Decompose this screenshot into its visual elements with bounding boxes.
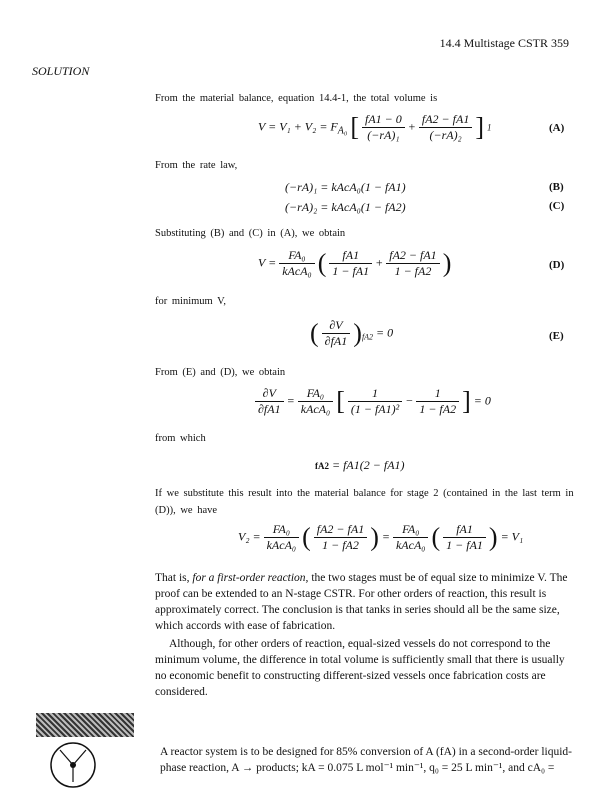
paragraph-5: From (E) and (D), we obtain (155, 367, 286, 378)
equation-G (315, 458, 405, 473)
equation-A-term2: $\frac{fA2 - fA1}{\text{(−rA)₂}}$ (419, 112, 472, 143)
equation-F-lhs: $\frac{\partial V}{\partial fA1}$ (255, 386, 284, 417)
equation-A-plus: + (407, 119, 416, 134)
equation-F-term1: $\frac{1}{\text{(1 − fA1)²}}$ (348, 386, 402, 417)
equation-A-term1: $\frac{fA1 - 0}{\text{(−rA)₁}}$ (362, 112, 405, 143)
equation-D-lhs: V = (258, 255, 277, 270)
equation-H-term: $\frac{fA2 - fA1}{1 - fA2}$ (314, 522, 367, 553)
equation-H-rhs: = V₁ (500, 529, 524, 544)
equation-A-lhs-sub: A₀ (337, 125, 348, 137)
equation-F-coef: $\frac{\text{FA₀}}{\text{kAcA₀}}$ (298, 386, 333, 417)
equation-C-label: (C) (549, 200, 565, 212)
paragraph-1: From the material balance, equation 14.4-1, the total volume is (155, 93, 438, 104)
equation-H-lhs: V₂ = (238, 529, 261, 544)
paren-close: ) (353, 318, 362, 348)
equation-G-lhs: fA2 (315, 461, 329, 471)
paragraph-8-emphasis: for a first-order reaction, (192, 572, 309, 584)
equation-B: (−rA)₁ = kAcA₀(1 − fA1) (285, 180, 406, 194)
equation-E-rhs: = 0 (376, 325, 394, 340)
equation-F-eq: = (286, 393, 295, 408)
equation-B-label: (B) (549, 181, 564, 193)
equation-E (310, 318, 393, 349)
bracket-close: ] (475, 112, 484, 142)
paragraph-10: A reactor system is to be designed for 85% conversion of A (fA) in a second-order liquid-phase reaction, A → products; kA = 0.075 L mol⁻¹ min⁻¹, q₀ = 25 L min⁻¹, and cA₀ = (160, 746, 572, 774)
paragraph-3: Substituting (B) and (C) in (A), we obtain (155, 228, 346, 239)
equation-D-label: (D) (549, 259, 565, 271)
equation-D-coef: $\frac{\text{FA₀}}{\text{kAcA₀}}$ (279, 248, 314, 279)
paren-close: ) (488, 522, 498, 552)
paren-close: ) (370, 522, 379, 552)
paren-open: ( (310, 318, 319, 348)
equation-H-eq: = (381, 529, 390, 544)
equation-G-rhs: = fA1(2 − fA1) (332, 458, 405, 472)
paren-open: ( (302, 522, 311, 552)
equation-D-term2: $\frac{fA2 - fA1}{1 - fA2}$ (386, 248, 439, 279)
bracket-close: ] (462, 386, 471, 416)
paragraph-8-rest: the two stages must be of equal size to minimize V. The proof can be extended to an N-stage CSTR. For other orders of reaction, this result is approximately correct. The conclusion is that tanks in series should all be the same size, which accords with ease of fabrication. (155, 572, 568, 632)
equation-H-coef: $\frac{\text{FA₀}}{\text{kAcA₀}}$ (264, 522, 299, 553)
equation-F (255, 386, 491, 417)
equation-E-sub: fA2 (361, 332, 374, 342)
solution-label: SOLUTION (32, 64, 90, 78)
equation-D-plus: + (375, 255, 384, 270)
equation-C: (−rA)₂ = kAcA₀(1 − fA2) (285, 200, 406, 214)
running-header: 14.4 Multistage CSTR 359 (439, 36, 569, 50)
equation-H-coef2: $\frac{\text{FA₀}}{\text{kAcA₀}}$ (393, 522, 428, 553)
paragraph-4: for minimum V, (155, 296, 226, 307)
equation-F-minus: − (405, 393, 414, 408)
paragraph-9: Although, for other orders of reaction, equal-sized vessels do not correspond to the minimum volume, the difference in total volume is sufficiently small that there is usually no economic benefit to constructing different-sized vessels once fabrication costs are considered. (155, 638, 565, 698)
equation-E-label: (E) (549, 330, 564, 342)
equation-A (258, 112, 492, 143)
paren-close: ) (442, 248, 452, 278)
equation-E-frac: $\frac{\partial V}{\partial fA1}$ (322, 318, 351, 349)
paren-open: ( (431, 522, 441, 552)
equation-D-term1: $\frac{fA1}{1 - fA1}$ (329, 248, 372, 279)
bracket-open: [ (350, 112, 360, 142)
reactor-icon (48, 740, 98, 790)
paren-open: ( (317, 248, 327, 278)
bracket-open: [ (336, 386, 345, 416)
paragraph-6: from which (155, 433, 206, 444)
equation-F-rhs: = 0 (473, 393, 491, 408)
paragraph-8 (155, 570, 575, 634)
equation-A-lhs: V = V₁ + V₂ = F (258, 119, 338, 134)
paragraph-2: From the rate law, (155, 160, 238, 171)
paragraph-7: If we substitute this result into the material balance for stage 2 (contained in the last term in (D)), we have (155, 488, 574, 516)
paragraph-8-lead: That is, (155, 572, 190, 584)
example-badge (36, 713, 134, 737)
equation-F-term2: $\frac{1}{1 - fA2}$ (416, 386, 459, 417)
equation-D (258, 248, 451, 279)
equation-H-term2: $\frac{fA1}{1 - fA1}$ (443, 522, 486, 553)
equation-A-label: (A) (549, 122, 565, 134)
equation-H (238, 522, 523, 553)
equation-A-tail: 1 (487, 122, 492, 133)
